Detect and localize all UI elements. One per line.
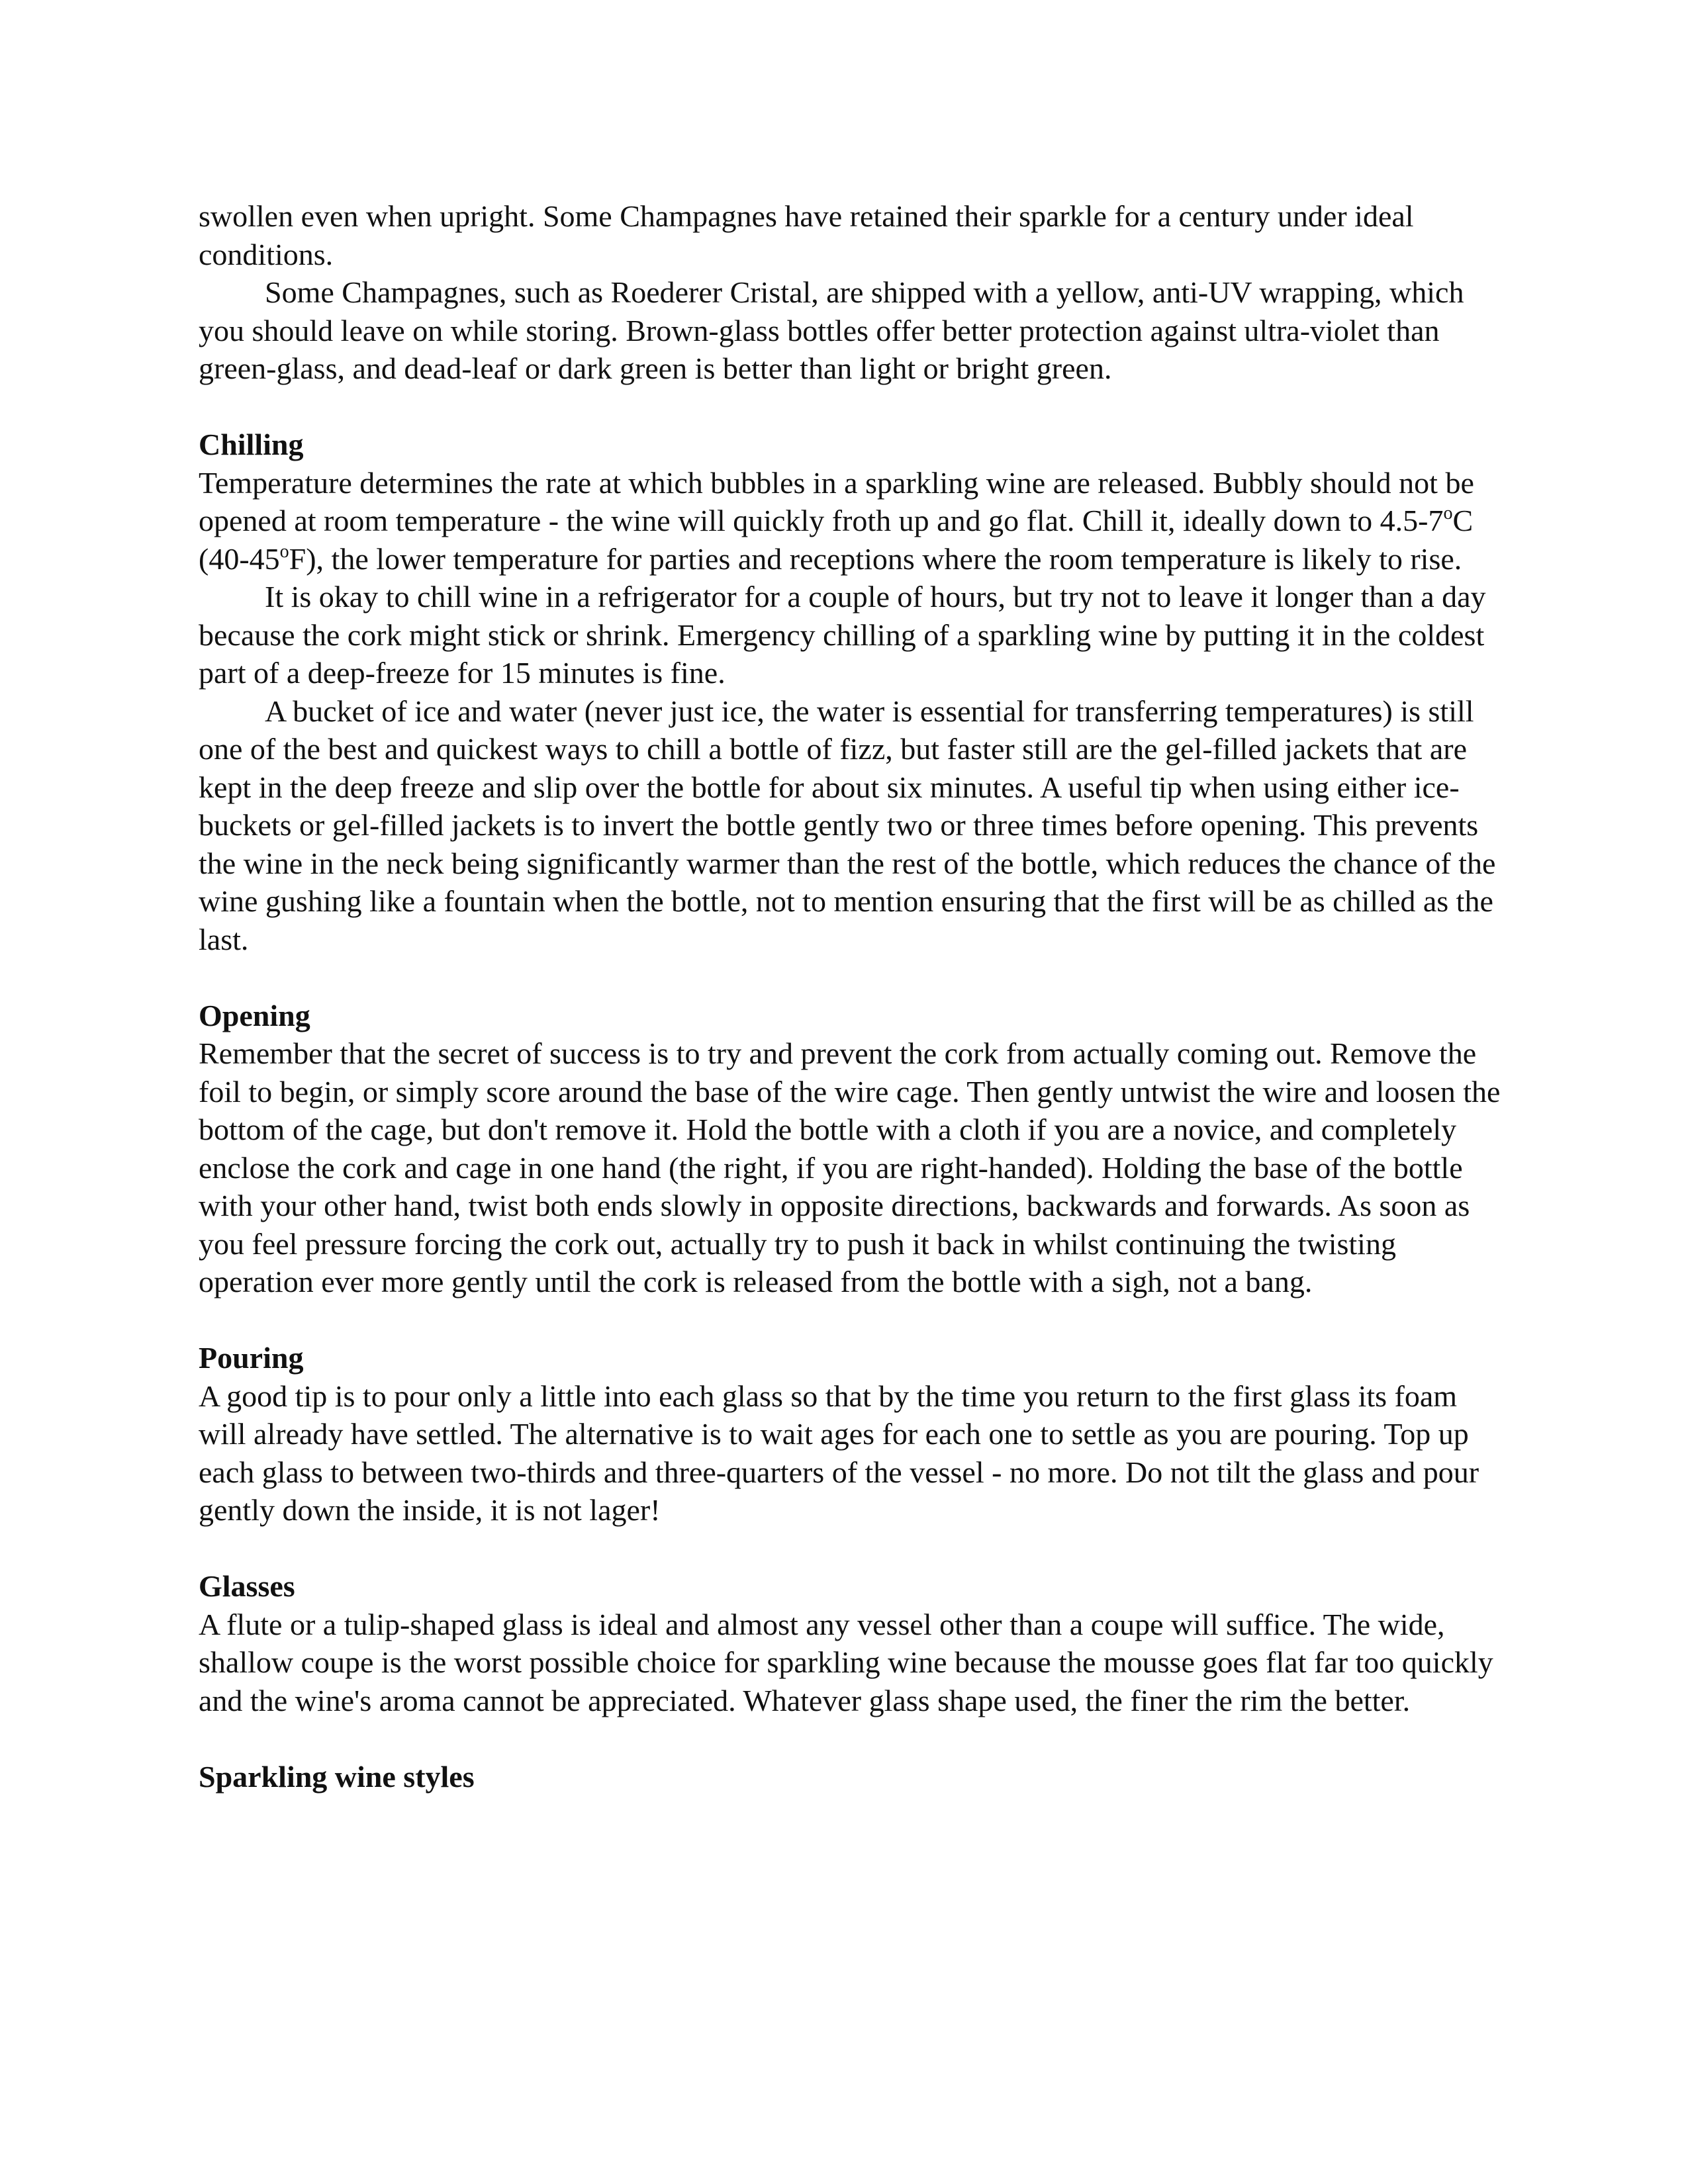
heading-glasses: Glasses (199, 1569, 295, 1603)
intro-paragraph-2: Some Champagnes, such as Roederer Cristal, are shipped with a yellow, anti-UV wrapping, which you should leave on while storing. Brown-glass bottles offer better protection against ultra-violet than green-glass, and dead-leaf or dark green is better than light or bright green. (199, 275, 1464, 385)
opening-paragraph-1: Remember that the secret of success is to try and prevent the cork from actually coming out. Remove the foil to begin, or simply score around the base of the wire cage. Then gently untwist the wire and loosen the bottom of the cage, but don't remove it. Hold the bottle with a cloth if you are a novice, and completely enclose the cork and cage in one hand (the right, if you are right-handed). Holding the base of the bottle with your other hand, twist both ends slowly in opposite directions, backwards and forwards. As soon as you feel pressure forcing the cork out, actually try to push it back in whilst continuing the twisting operation ever more gently until the cork is released from the bottle with a sigh, not a bang. (199, 1036, 1501, 1298)
heading-chilling: Chilling (199, 428, 304, 461)
chilling-text-b: C (40-45 (199, 504, 1474, 576)
chilling-paragraph-2: It is okay to chill wine in a refrigerator for a couple of hours, but try not to leave it longer than a day because the cork might stick or shrink. Emergency chilling of a sparkling wine by putting it in the coldest part of a deep-freeze for 15 minutes is fine. (199, 580, 1486, 690)
pouring-paragraph-1: A good tip is to pour only a little into each glass so that by the time you return to the first glass its foam will already have settled. The alternative is to wait ages for each one to settle as you are pouring. Top up each glass to between two-thirds and three-quarters of the vessel - no more. Do not tilt the glass and pour gently down the inside, it is not lager! (199, 1379, 1479, 1527)
degree-mark: o (279, 541, 289, 562)
chilling-text-a: Temperature determines the rate at which bubbles in a sparkling wine are released. Bubbly should not be opened at room temperature - the wine will quickly froth up and go flat. Chill it, ideally down to 4.5-7 (199, 465, 1474, 537)
heading-opening: Opening (199, 998, 310, 1032)
chilling-paragraph-1 (199, 464, 1509, 578)
chilling-paragraph-3: A bucket of ice and water (never just ice, the water is essential for transferring temperatures) is still one of the best and quickest ways to chill a bottle of fizz, but faster still are the gel-filled jackets that are kept in the deep freeze and slip over the bottle for about six minutes. A useful tip when using either ice-buckets or gel-filled jackets is to invert the bottle gently two or three times before opening. This prevents the wine in the neck being significantly warmer than the rest of the bottle, which reduces the chance of the wine gushing like a fountain when the bottle, not to mention ensuring that the first will be as chilled as the last. (199, 694, 1496, 956)
heading-pouring: Pouring (199, 1341, 304, 1375)
intro-paragraph-1: swollen even when upright. Some Champagnes have retained their sparkle for a century under ideal conditions. (199, 199, 1414, 271)
glasses-paragraph-1: A flute or a tulip-shaped glass is ideal and almost any vessel other than a coupe will suffice. The wide, shallow coupe is the worst possible choice for sparkling wine because the mousse goes flat far too quickly and the wine's aroma cannot be appreciated. Whatever glass shape used, the finer the rim the better. (199, 1607, 1493, 1717)
document-page (199, 197, 1509, 1796)
chilling-text-c: F), the lower temperature for parties and receptions where the room temperature is likely to rise. (289, 541, 1462, 576)
degree-mark: o (1443, 503, 1453, 523)
heading-sparkling-wine-styles: Sparkling wine styles (199, 1759, 475, 1794)
